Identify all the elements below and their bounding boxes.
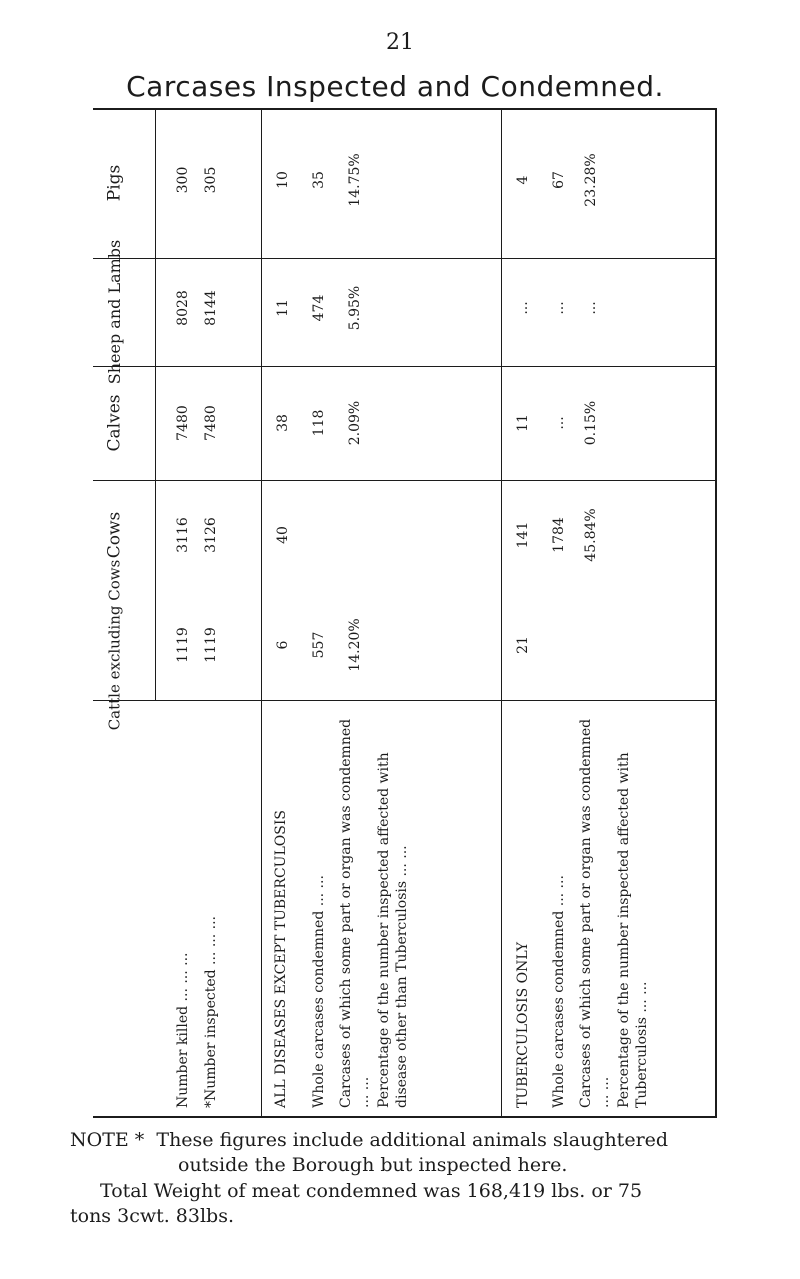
- note-text-2: outside the Borough but inspected here.: [178, 1154, 568, 1177]
- note-label: NOTE *: [70, 1129, 145, 1151]
- cell-cattle-row0: 1119: [175, 627, 191, 663]
- page-title: Carcases Inspected and Condemned.: [126, 70, 664, 103]
- cell-cows-row0: 3116: [175, 517, 191, 553]
- cell-cattle-row3: 6: [275, 640, 291, 650]
- cell-sheep-row8: ...: [551, 301, 567, 315]
- column-separator: [261, 108, 262, 700]
- cell-calves-row8: ...: [551, 416, 567, 430]
- column-separator: [501, 108, 502, 700]
- row-separator: [93, 480, 717, 481]
- cell-sheep-row9: ...: [583, 301, 599, 315]
- cell-calves-row4: 118: [311, 409, 327, 437]
- row-separator: [93, 700, 717, 701]
- column-separator: [155, 108, 156, 700]
- row-separator: [93, 258, 717, 259]
- cell-calves-row1: 7480: [203, 405, 219, 441]
- cell-calves-row9: 0.15%: [583, 400, 599, 446]
- row-label-8: Carcases of which some part or organ was condemned ... ...: [577, 718, 612, 1108]
- cell-cattle-row1: 1119: [203, 627, 219, 663]
- row-separator: [93, 366, 717, 367]
- cell-cows-row3: 40: [275, 526, 291, 544]
- cell-pigs-row8: 67: [551, 171, 567, 189]
- column-header-calves: Calves: [104, 394, 125, 452]
- cell-pigs-row4: 35: [311, 171, 327, 189]
- table-grid: [93, 108, 717, 1118]
- column-header-sheep: Sheep and Lambs: [105, 239, 124, 385]
- column-header-pigs: Pigs: [104, 164, 125, 202]
- note-text-3: Total Weight of meat condemned was 168,419 lbs. or 75: [100, 1179, 643, 1202]
- cell-sheep-row4: 474: [311, 294, 327, 322]
- cell-pigs-row7: 4: [515, 175, 531, 185]
- cell-cows-row9: 45.84%: [583, 508, 599, 562]
- cell-cattle-row5: 14.20%: [347, 618, 363, 672]
- cell-sheep-row1: 8144: [203, 290, 219, 326]
- cell-calves-row7: 11: [515, 414, 531, 432]
- page-number: 21: [386, 30, 414, 55]
- cell-sheep-row3: 11: [275, 299, 291, 317]
- cell-cows-row1: 3126: [203, 517, 219, 553]
- row-label-2: ALL DISEASES EXCEPT TUBERCULOSIS: [272, 810, 289, 1108]
- cell-pigs-row9: 23.28%: [583, 153, 599, 207]
- cell-pigs-row5: 14.75%: [347, 153, 363, 207]
- row-label-4: Carcases of which some part or organ was condemned ... ...: [337, 718, 372, 1108]
- cell-sheep-row0: 8028: [175, 290, 191, 326]
- row-label-3: Whole carcases condemned ... ...: [310, 875, 327, 1108]
- column-header-cattle: Cattle excluding Cows: [105, 559, 124, 731]
- cell-calves-row0: 7480: [175, 405, 191, 441]
- note-text-1: These figures include additional animals slaughtered: [156, 1129, 669, 1151]
- row-label-0: Number killed ... ... ...: [174, 952, 191, 1108]
- row-label-1: *Number inspected ... ... ...: [202, 916, 219, 1108]
- cell-calves-row5: 2.09%: [347, 400, 363, 446]
- row-label-9: Percentage of the number inspected affected with Tuberculosis ... ...: [615, 752, 650, 1108]
- cell-pigs-row0: 300: [175, 166, 191, 194]
- row-label-7: Whole carcases condemned ... ...: [550, 875, 567, 1108]
- cell-cows-row7: 141: [515, 521, 531, 549]
- row-label-5: Percentage of the number inspected affected with disease other than Tuberculosis ... ...: [375, 752, 410, 1108]
- cell-pigs-row3: 10: [275, 171, 291, 189]
- row-label-6: TUBERCULOSIS ONLY: [514, 941, 531, 1108]
- cell-sheep-row7: ...: [515, 301, 531, 315]
- cell-cattle-row7: 21: [515, 636, 531, 654]
- note: [70, 1128, 770, 1229]
- column-separator: [501, 700, 502, 1118]
- note-text-4: tons 3cwt. 83lbs.: [70, 1204, 235, 1227]
- cell-cows-row8: 1784: [551, 517, 567, 553]
- column-header-cows: Cows: [104, 511, 125, 559]
- cell-sheep-row5: 5.95%: [347, 285, 363, 331]
- column-separator: [261, 700, 262, 1118]
- cell-cattle-row4: 557: [311, 631, 327, 659]
- cell-calves-row3: 38: [275, 414, 291, 432]
- cell-pigs-row1: 305: [203, 166, 219, 194]
